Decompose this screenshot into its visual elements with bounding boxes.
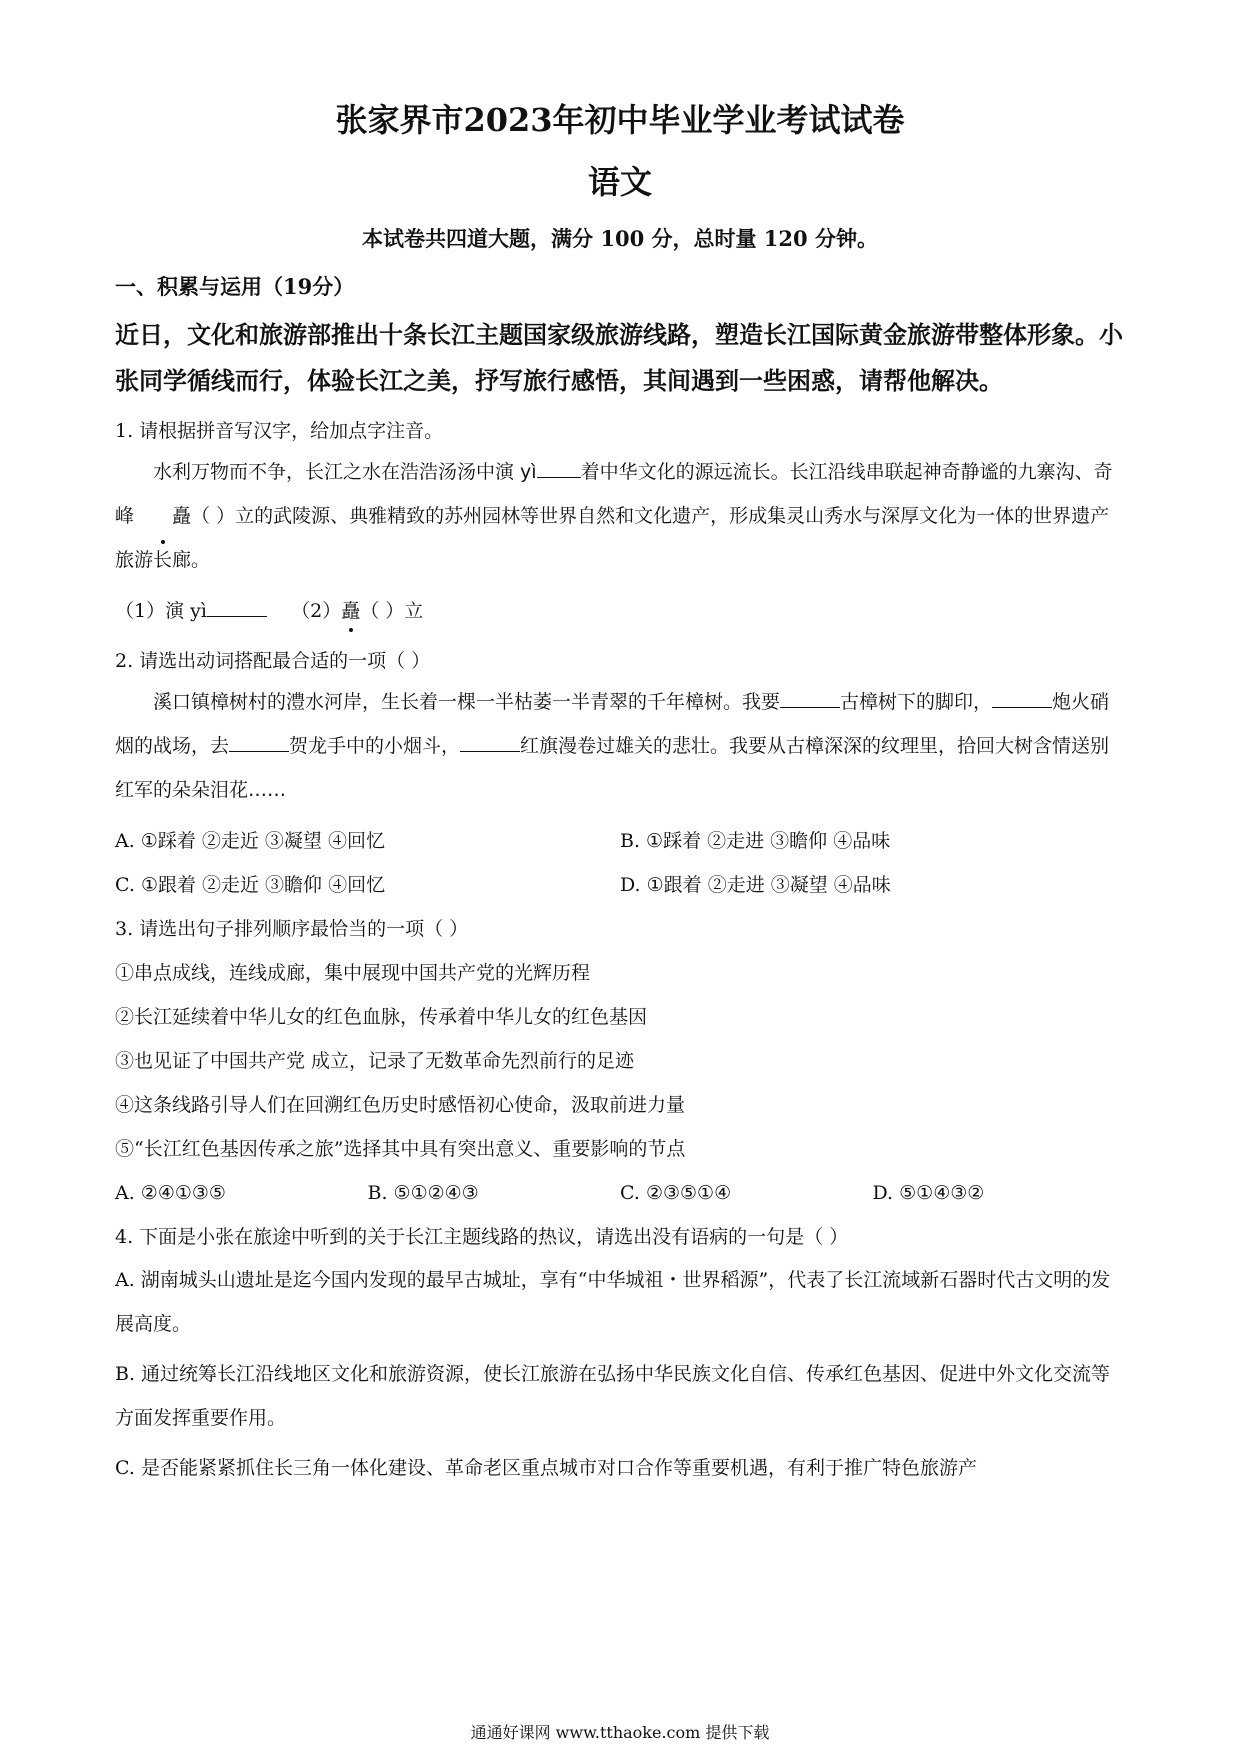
q3-sentence-1: ①串点成线，连线成廊，集中展现中国共产党的光辉历程 (115, 962, 591, 984)
exam-note: 本试卷共四道大题，满分 100 分，总时量 120 分钟。 (362, 226, 878, 251)
q2-option-c: C. ①跟着 ②走近 ③瞻仰 ④回忆 (115, 874, 386, 896)
question-4-stem: 4. 下面是小张在旅途中听到的关于长江主题线路的热议，请选出没有语病的一句是（ ） (115, 1226, 849, 1248)
q1-passage-part-c: （ ）立的武陵源、典雅精致的苏州园林等世界自然和文化遗产，形成集灵山秀水与深厚文化为一体的世界遗产旅游长廊。 (115, 505, 1110, 571)
question-3-options (115, 1178, 1125, 1208)
exam-title: 张家界市2023年初中毕业学业考试试卷 (335, 101, 905, 139)
q3-sentence-3: ③也见证了中国共产党 成立，记录了无数革命先烈前行的足迹 (115, 1050, 635, 1072)
q2-blank-1 (780, 688, 840, 708)
q2-option-a: A. ①踩着 ②走近 ③凝望 ④回忆 (115, 830, 385, 852)
section-intro: 近日，文化和旅游部推出十条长江主题国家级旅游线路，塑造长江国际黄金旅游带整体形象。小张同学循线而行，体验长江之美，抒写旅行感悟，其间遇到一些困惑，请帮他解决。 (115, 320, 1123, 395)
q2-option-b: B. ①踩着 ②走进 ③瞻仰 ④品味 (620, 830, 891, 852)
q2-blank-3 (229, 732, 289, 752)
q4-option-b: B. 通过统筹长江沿线地区文化和旅游资源，使长江旅游在弘扬中华民族文化自信、传承红色基因、促进中外文化交流等方面发挥重要作用。 (115, 1363, 1111, 1429)
q1-sub2-prefix: （2） (291, 600, 342, 622)
q4-option-a: A. 湖南城头山遗址是迄今国内发现的最早古城址，享有“中华城祖・世界稻源”，代表了长江流域新石器时代古文明的发展高度。 (115, 1269, 1111, 1335)
q3-option-b: B. ⑤①②④③ (367, 1182, 479, 1204)
q2-passage-p2: 古樟树下的脚印， (840, 691, 993, 713)
q3-sentence-5: ⑤“长江红色基因传承之旅”选择其中具有突出意义、重要影响的节点 (115, 1138, 686, 1160)
q2-passage-p1: 溪口镇樟树村的澧水河岸，生长着一棵一半枯萎一半青翠的千年樟树。我要 (153, 691, 781, 713)
q1-passage-part-b: 着中华文化的源远流长。长江沿线串联起神奇静谧的九寨沟、奇峰 (115, 461, 1113, 527)
q1-sub2-dotted-char: 矗 (341, 596, 360, 626)
q3-option-a: A. ②④①③⑤ (115, 1182, 226, 1204)
q1-sub2-suffix: （ ）立 (360, 600, 424, 622)
q2-passage-p5: 红旗漫卷过雄关的悲壮。我要从古樟深深的纹理里，拾回大树含情送别红军的朵朵泪花…… (115, 735, 1110, 801)
q3-sentence-4: ④这条线路引导人们在回溯红色历史时感悟初心使命，汲取前进力量 (115, 1094, 686, 1116)
q2-passage-p3: 炮火硝烟的战场，去 (115, 691, 1110, 757)
question-2-passage (115, 680, 1125, 812)
question-1-stem: 1. 请根据拼音写汉字，给加点字注音。 (115, 420, 444, 442)
page-footer: 通通好课网 www.tthaoke.com 提供下载 (470, 1723, 770, 1742)
q1-sub1: （1）演 yì (115, 600, 207, 622)
question-2-options-row-2 (115, 870, 1125, 900)
q2-blank-4 (460, 732, 520, 752)
question-1-subparts (115, 596, 1125, 626)
subject-title: 语文 (587, 163, 652, 201)
question-2-options-row-1 (115, 826, 1125, 856)
q1-dotted-char: 矗 (134, 494, 191, 538)
q2-passage-p4: 贺龙手中的小烟斗， (289, 735, 461, 757)
q1-sub1-blank (207, 597, 267, 617)
q3-sentence-2: ②长江延续着中华儿女的红色血脉，传承着中华儿女的红色基因 (115, 1006, 648, 1028)
q2-blank-2 (992, 688, 1052, 708)
q1-blank-1 (537, 458, 581, 478)
question-1-passage (115, 450, 1125, 582)
q3-option-d: D. ⑤①④③② (872, 1182, 985, 1204)
q1-passage-part-a: 水利万物而不争，长江之水在浩浩汤汤中演 yì (153, 461, 537, 483)
q3-option-c: C. ②③⑤①④ (620, 1182, 732, 1204)
q2-option-d: D. ①跟着 ②走进 ③凝望 ④品味 (620, 874, 891, 896)
question-3-stem: 3. 请选出句子排列顺序最恰当的一项（ ） (115, 918, 469, 940)
question-2-stem: 2. 请选出动词搭配最合适的一项（ ） (115, 650, 431, 672)
q4-option-c: C. 是否能紧紧抓住长三角一体化建设、革命老区重点城市对口合作等重要机遇，有利于推广特色旅游产 (115, 1457, 977, 1479)
section-heading: 一、积累与运用（19分） (115, 274, 355, 299)
